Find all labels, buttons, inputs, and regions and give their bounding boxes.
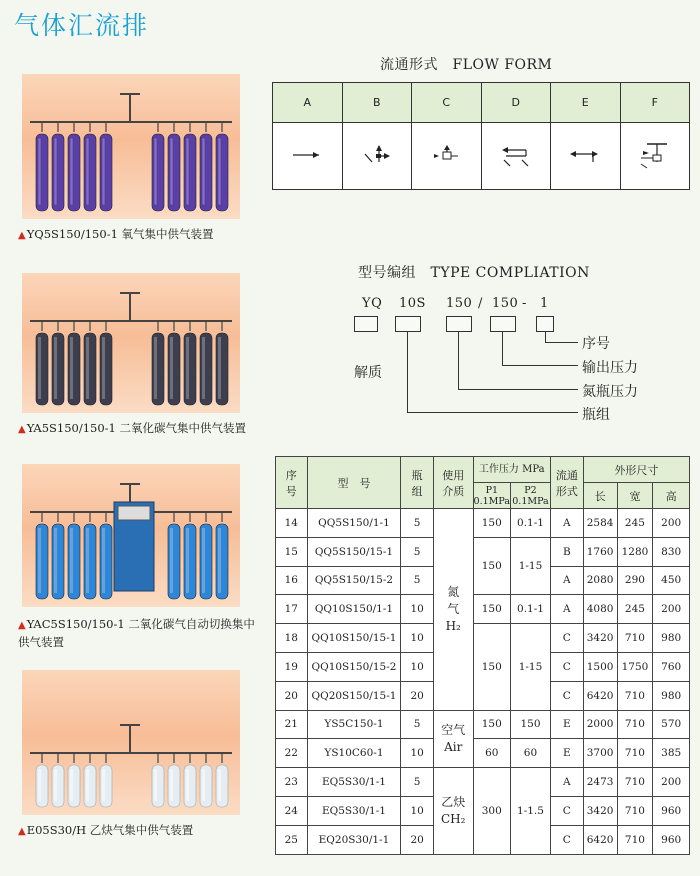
header-flow: 流通 形式 — [550, 457, 583, 509]
caption-co2-auto: ▲YAC5S150/150-1 二氧化碳气自动切换集中供气装置 — [18, 617, 255, 649]
cell-model: YS5C150-1 — [307, 710, 401, 739]
cell-bottles: 5 — [401, 710, 434, 739]
cell-width: 710 — [617, 825, 653, 854]
cell-height: 960 — [653, 825, 690, 854]
cell-model: QQ20S150/15-1 — [307, 681, 401, 710]
header-bottles: 瓶 组 — [401, 457, 434, 509]
cell-flow: C — [550, 825, 583, 854]
spec-table — [275, 456, 690, 855]
flow-symbol-e — [551, 123, 621, 190]
cell-length: 2080 — [583, 566, 617, 595]
header-p2: P2 0.1MPa — [512, 484, 549, 507]
cell-flow: A — [550, 509, 583, 538]
flow-col-e: E — [551, 83, 621, 123]
cell-bottles: 5 — [401, 768, 434, 797]
label-medium: 解质 — [354, 365, 382, 381]
flow-col-d: D — [481, 83, 551, 123]
cell-flow: C — [550, 796, 583, 825]
cell-width: 710 — [617, 739, 653, 768]
cell-p1: 150 — [473, 537, 510, 595]
connector-output-h — [502, 365, 578, 366]
cell-width: 290 — [617, 566, 653, 595]
connector-output — [502, 332, 503, 365]
flow-symbol-a — [273, 123, 343, 190]
label-seq: 序号 — [582, 336, 610, 352]
caption-oxygen: ▲YQ5S150/150-1 氧气集中供气装置 — [18, 227, 214, 241]
cell-medium: 乙炔 CH₂ — [433, 768, 473, 854]
cell-flow: E — [550, 739, 583, 768]
cell-bottles: 10 — [401, 652, 434, 681]
cell-seq: 22 — [276, 739, 308, 768]
header-medium: 使用 介质 — [433, 457, 473, 509]
flow-symbol-f — [620, 123, 690, 190]
cell-model: YS10C60-1 — [307, 739, 401, 768]
cell-model: QQ10S150/15-1 — [307, 624, 401, 653]
cell-length: 1760 — [583, 537, 617, 566]
cell-seq: 14 — [276, 509, 308, 538]
cell-model: QQ5S150/1-1 — [307, 509, 401, 538]
code-1: 1 — [540, 296, 549, 311]
cell-model: QQ10S150/15-2 — [307, 652, 401, 681]
cell-bottles: 5 — [401, 537, 434, 566]
code-10s: 10S — [399, 296, 426, 311]
cell-seq: 25 — [276, 825, 308, 854]
cell-model: EQ5S30/1-1 — [307, 768, 401, 797]
cell-p1: 150 — [473, 595, 510, 624]
cell-width: 1750 — [617, 652, 653, 681]
cell-height: 200 — [653, 768, 690, 797]
cell-bottles: 10 — [401, 739, 434, 768]
spec-row — [276, 739, 690, 768]
code-dash: - — [522, 296, 527, 311]
cell-medium: 空气 Air — [433, 710, 473, 768]
cell-flow: C — [550, 652, 583, 681]
cell-flow: C — [550, 681, 583, 710]
cell-width: 245 — [617, 595, 653, 624]
connector-seq-h — [545, 342, 578, 343]
code-box-1 — [536, 316, 554, 332]
cell-bottles: 10 — [401, 595, 434, 624]
spec-row — [276, 537, 690, 566]
connector-bottle — [407, 332, 408, 412]
cell-seq: 17 — [276, 595, 308, 624]
connector-nitrogen-h — [458, 389, 578, 390]
cell-bottles: 5 — [401, 509, 434, 538]
cell-width: 1280 — [617, 537, 653, 566]
flow-form-table — [272, 82, 690, 190]
cell-bottles: 20 — [401, 825, 434, 854]
header-width: 宽 — [617, 483, 653, 509]
label-bottle-group: 瓶组 — [582, 407, 610, 423]
header-dims: 外形尺寸 — [583, 457, 689, 483]
product-photo-co2-auto — [22, 464, 240, 607]
product-photo-oxygen — [22, 74, 240, 219]
code-slash: / — [478, 296, 483, 311]
cell-model: EQ5S30/1-1 — [307, 796, 401, 825]
code-box-150b — [490, 316, 516, 332]
caption-acetylene: ▲E05S30/H 乙炔气集中供气装置 — [18, 823, 194, 837]
cell-length: 1500 — [583, 652, 617, 681]
cell-bottles: 5 — [401, 566, 434, 595]
header-model: 型 号 — [307, 457, 401, 509]
cell-p2: 0.1-1 — [511, 509, 551, 538]
cell-seq: 21 — [276, 710, 308, 739]
cell-bottles: 20 — [401, 681, 434, 710]
cell-height: 200 — [653, 595, 690, 624]
cell-height: 830 — [653, 537, 690, 566]
cell-p2: 0.1-1 — [511, 595, 551, 624]
flow-col-f: F — [620, 83, 690, 123]
flow-col-b: B — [342, 83, 412, 123]
cell-p1: 150 — [473, 509, 510, 538]
cell-length: 2000 — [583, 710, 617, 739]
product-photo-co2 — [22, 273, 240, 413]
acetylene-manifold-image — [22, 670, 240, 815]
spec-row — [276, 595, 690, 624]
cell-length: 3420 — [583, 624, 617, 653]
cell-height: 980 — [653, 681, 690, 710]
cell-width: 710 — [617, 710, 653, 739]
cell-width: 245 — [617, 509, 653, 538]
cell-seq: 19 — [276, 652, 308, 681]
cell-height: 450 — [653, 566, 690, 595]
header-p1: P1 0.1MPa — [473, 484, 511, 507]
cell-flow: A — [550, 768, 583, 797]
code-box-150a — [446, 316, 472, 332]
cell-p2: 1-15 — [511, 537, 551, 595]
cell-length: 4080 — [583, 595, 617, 624]
spec-row — [276, 509, 690, 538]
co2-manifold-image — [22, 273, 240, 413]
cell-seq: 15 — [276, 537, 308, 566]
cell-seq: 23 — [276, 768, 308, 797]
spec-row — [276, 768, 690, 797]
page-title: 气体汇流排 — [14, 11, 150, 40]
cell-seq: 24 — [276, 796, 308, 825]
cell-height: 960 — [653, 796, 690, 825]
cell-flow: E — [550, 710, 583, 739]
cell-model: QQ10S150/1-1 — [307, 595, 401, 624]
cell-height: 570 — [653, 710, 690, 739]
cell-model: QQ5S150/15-1 — [307, 537, 401, 566]
label-nitrogen-pressure: 氮瓶压力 — [582, 384, 638, 400]
cell-p2: 150 — [511, 710, 551, 739]
spec-row — [276, 710, 690, 739]
cell-p2: 1-1.5 — [511, 768, 551, 854]
code-box-10s — [395, 316, 421, 332]
spec-row — [276, 624, 690, 653]
caption-co2: ▲YA5S150/150-1 二氧化碳气集中供气装置 — [18, 421, 247, 435]
cell-length: 2584 — [583, 509, 617, 538]
header-seq: 序 号 — [276, 457, 308, 509]
flow-col-c: C — [412, 83, 482, 123]
cell-p1: 150 — [473, 710, 510, 739]
cell-height: 980 — [653, 624, 690, 653]
flow-symbol-c — [412, 123, 482, 190]
cell-width: 710 — [617, 796, 653, 825]
cell-length: 6420 — [583, 825, 617, 854]
cell-p1: 60 — [473, 739, 510, 768]
cell-height: 200 — [653, 509, 690, 538]
cell-p1: 300 — [473, 768, 510, 854]
header-height: 高 — [653, 483, 690, 509]
cell-p1: 150 — [473, 624, 510, 710]
cell-p2: 60 — [511, 739, 551, 768]
header-length: 长 — [583, 483, 617, 509]
cell-bottles: 10 — [401, 624, 434, 653]
cell-width: 710 — [617, 624, 653, 653]
cell-model: QQ5S150/15-2 — [307, 566, 401, 595]
cell-length: 2473 — [583, 768, 617, 797]
cell-width: 710 — [617, 768, 653, 797]
cell-p2: 1-15 — [511, 624, 551, 710]
connector-seq — [545, 332, 546, 342]
cell-flow: C — [550, 624, 583, 653]
code-150b: 150 — [492, 296, 519, 311]
cell-model: EQ20S30/1-1 — [307, 825, 401, 854]
code-yq: YQ — [362, 296, 383, 311]
cell-medium: 氮 气 H₂ — [433, 509, 473, 711]
cell-bottles: 10 — [401, 796, 434, 825]
code-box-yq — [354, 316, 378, 332]
type-comp-title: 型号编组 TYPE COMPLIATION — [358, 265, 590, 281]
cell-flow: A — [550, 595, 583, 624]
cell-height: 385 — [653, 739, 690, 768]
flow-form-title: 流通形式 FLOW FORM — [380, 57, 553, 73]
cell-flow: A — [550, 566, 583, 595]
flow-symbol-b — [342, 123, 412, 190]
cell-seq: 18 — [276, 624, 308, 653]
oxygen-manifold-image — [22, 74, 240, 219]
flow-col-a: A — [273, 83, 343, 123]
connector-nitrogen — [458, 332, 459, 389]
cell-length: 6420 — [583, 681, 617, 710]
cell-length: 3700 — [583, 739, 617, 768]
header-pressure: 工作压力 MPa — [473, 457, 550, 483]
cell-flow: B — [550, 537, 583, 566]
cell-width: 710 — [617, 681, 653, 710]
flow-symbol-d — [481, 123, 551, 190]
code-150a: 150 — [446, 296, 473, 311]
connector-bottle-h — [407, 412, 578, 413]
cell-length: 3420 — [583, 796, 617, 825]
cell-height: 760 — [653, 652, 690, 681]
label-output-pressure: 输出压力 — [582, 360, 638, 376]
cell-seq: 20 — [276, 681, 308, 710]
product-photo-acetylene — [22, 670, 240, 815]
co2-auto-switch-image — [22, 464, 240, 607]
cell-seq: 16 — [276, 566, 308, 595]
